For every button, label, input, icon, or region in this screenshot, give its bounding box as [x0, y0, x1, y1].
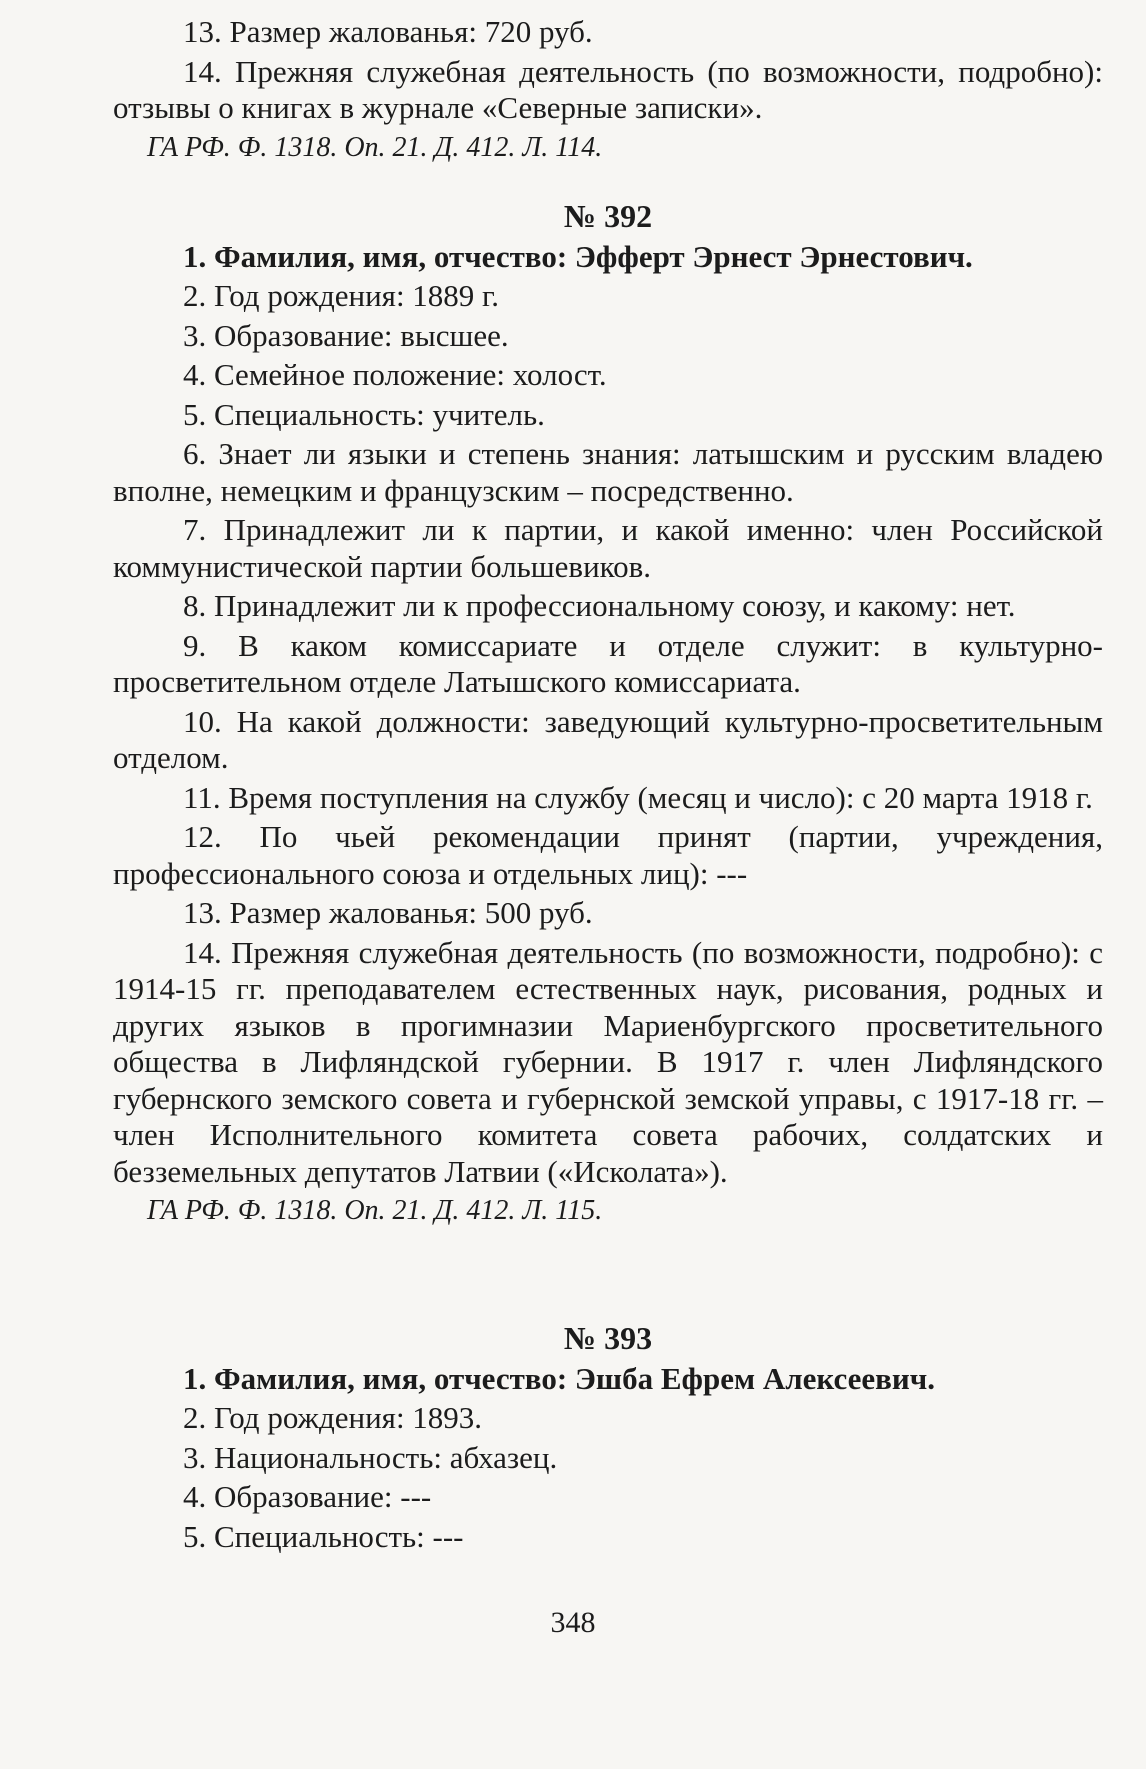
item-7-party: 7. Принадлежит ли к партии, и какой именно: член Российской коммунистической партии большевиков.: [113, 512, 1103, 584]
item-1-full-name: 1. Фамилия, имя, отчество: Эшба Ефрем Алексеевич.: [183, 1360, 935, 1396]
item-9-commissariat: 9. В каком комиссариате и отделе служит: в культурно-просветительном отделе Латышского комиссариата.: [113, 627, 1103, 699]
item-4-education: 4. Образование: ---: [183, 1479, 432, 1514]
item-10-position: 10. На какой должности: заведующий культурно-просветительным отделом.: [113, 703, 1103, 775]
page-number: 348: [550, 1606, 596, 1639]
item-8-union: 8. Принадлежит ли к профессиональному союзу, и какому: нет.: [183, 588, 1016, 623]
item-2-birth-year: 2. Год рождения: 1893.: [183, 1400, 483, 1435]
entry-393: [113, 1320, 1103, 1558]
archive-source: ГА РФ. Ф. 1318. Оп. 21. Д. 412. Л. 114.: [147, 131, 603, 163]
item-14-previous-work: 14. Прежняя служебная деятельность (по возможности, подробно): с 1914-15 гг. преподавателем естественных наук, рисования, родных и других языков в прогимназии Мариенбургского просветительного общества в Лифляндской губернии. В 1917 г. член Лифляндского губернского земского совета и губернской земской управы, с 1917-18 гг. – член Исполнительного комитета совета рабочих, солдатских и безземельных депутатов Латвии («Исколата»).: [113, 934, 1103, 1189]
item-13-salary: 13. Размер жалованья: 500 руб.: [183, 895, 593, 930]
top-continuation: [113, 14, 1103, 166]
item-2-birth-year: 2. Год рождения: 1889 г.: [183, 278, 500, 313]
entry-392: [113, 198, 1103, 1230]
item-14-previous-work: 14. Прежняя служебная деятельность (по возможности, подробно): отзывы о книгах в журнале «Северные записки».: [113, 53, 1103, 125]
item-13-salary: 13. Размер жалованья: 720 руб.: [183, 14, 593, 49]
item-4-marital-status: 4. Семейное положение: холост.: [183, 357, 607, 392]
archive-source: ГА РФ. Ф. 1318. Оп. 21. Д. 412. Л. 115.: [147, 1195, 603, 1226]
entry-number: № 392: [563, 198, 653, 234]
entry-number: № 393: [563, 1320, 653, 1356]
item-5-specialty: 5. Специальность: ---: [183, 1518, 464, 1554]
item-3-education: 3. Образование: высшее.: [183, 317, 509, 353]
item-12-recommendation: 12. По чьей рекомендации принят (партии, учреждения, профессионального союза и отдельных лиц): ---: [113, 819, 1103, 891]
item-3-nationality: 3. Национальность: абхазец.: [183, 1439, 558, 1475]
item-5-specialty: 5. Специальность: учитель.: [183, 396, 545, 432]
item-11-start-date: 11. Время поступления на службу (месяц и число): с 20 марта 1918 г.: [183, 779, 1093, 815]
item-6-languages: 6. Знает ли языки и степень знания: латышским и русским владею вполне, немецким и французским – посредственно.: [113, 436, 1103, 508]
item-1-full-name: 1. Фамилия, имя, отчество: Эфферт Эрнест Эрнестович.: [183, 238, 973, 274]
